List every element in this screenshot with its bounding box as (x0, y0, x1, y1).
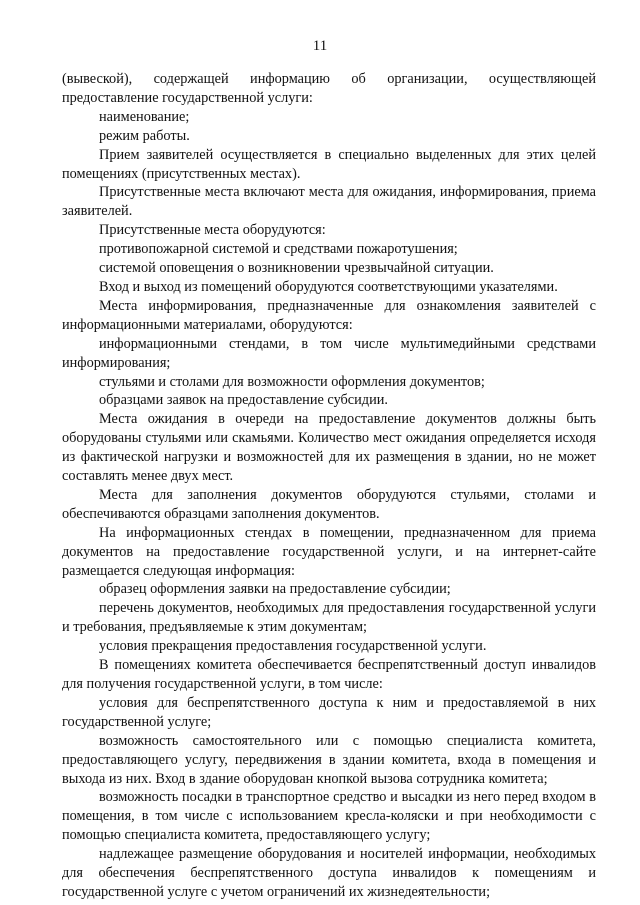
paragraph: Прием заявителей осуществляется в специально выделенных для этих целей помещениях (присутственных местах). (62, 146, 596, 182)
paragraph: Присутственные места оборудуются: (99, 222, 326, 239)
paragraph: стульями и столами для возможности оформления документов; (99, 373, 485, 390)
paragraph: наименование; (99, 108, 190, 125)
paragraph: возможность посадки в транспортное средство и высадки из него перед входом в помещения, в том числе с использованием кресла-коляски и при необходимости с помощью специалиста комитета, предоставляющего услугу; (62, 789, 596, 844)
paragraph: информационными стендами, в том числе мультимедийными средствами информирования; (62, 335, 596, 371)
document-body (62, 70, 596, 902)
page-number: 11 (312, 38, 328, 54)
paragraph: Вход и выход из помещений оборудуются соответствующими указателями. (99, 278, 558, 295)
paragraph: возможность самостоятельного или с помощью специалиста комитета, предоставляющего услугу, передвижения в здании комитета, входа в помещения и выхода из них. Вход в здание оборудован кнопкой вызова сотрудника комитета; (62, 732, 596, 787)
paragraph: системой оповещения о возникновении чрезвычайной ситуации. (99, 260, 494, 277)
paragraph: образец оформления заявки на предоставление субсидии; (99, 581, 451, 598)
paragraph: Присутственные места включают места для ожидания, информирования, приема заявителей. (62, 184, 596, 220)
paragraph: образцами заявок на предоставление субсидии. (99, 392, 388, 409)
paragraph: режим работы. (99, 127, 190, 144)
paragraph: На информационных стендах в помещении, предназначенном для приема документов на предоставление государственной услуги, и на интернет-сайте размещается следующая информация: (62, 524, 596, 579)
paragraph: условия прекращения предоставления государственной услуги. (99, 638, 487, 655)
paragraph: надлежащее размещение оборудования и носителей информации, необходимых для обеспечения беспрепятственного доступа инвалидов к помещениям и государственной услуге с учетом ограничений их жизнедеятельности; (62, 846, 596, 900)
paragraph: Места для заполнения документов оборудуются стульями, столами и обеспечиваются образцами заполнения документов. (62, 486, 596, 522)
paragraph: условия для беспрепятственного доступа к ним и предоставляемой в них государственной услуге; (62, 694, 596, 730)
paragraph: Места информирования, предназначенные для ознакомления заявителей с информационными материалами, оборудуются: (62, 297, 596, 333)
paragraph: В помещениях комитета обеспечивается беспрепятственный доступ инвалидов для получения государственной услуги, в том числе: (62, 657, 596, 692)
paragraph: Места ожидания в очереди на предоставление документов должны быть оборудованы стульями или скамьями. Количество мест ожидания определяется исходя из фактической нагрузки и возможностей для их размещения в здании, но не может составлять менее двух мест. (62, 411, 596, 485)
paragraph: перечень документов, необходимых для предоставления государственной услуги и требования, предъявляемые к этим документам; (62, 600, 596, 636)
paragraph: противопожарной системой и средствами пожаротушения; (99, 241, 458, 258)
paragraph: (вывеской), содержащей информацию об организации, осуществляющей предоставление государственной услуги: (62, 71, 596, 106)
